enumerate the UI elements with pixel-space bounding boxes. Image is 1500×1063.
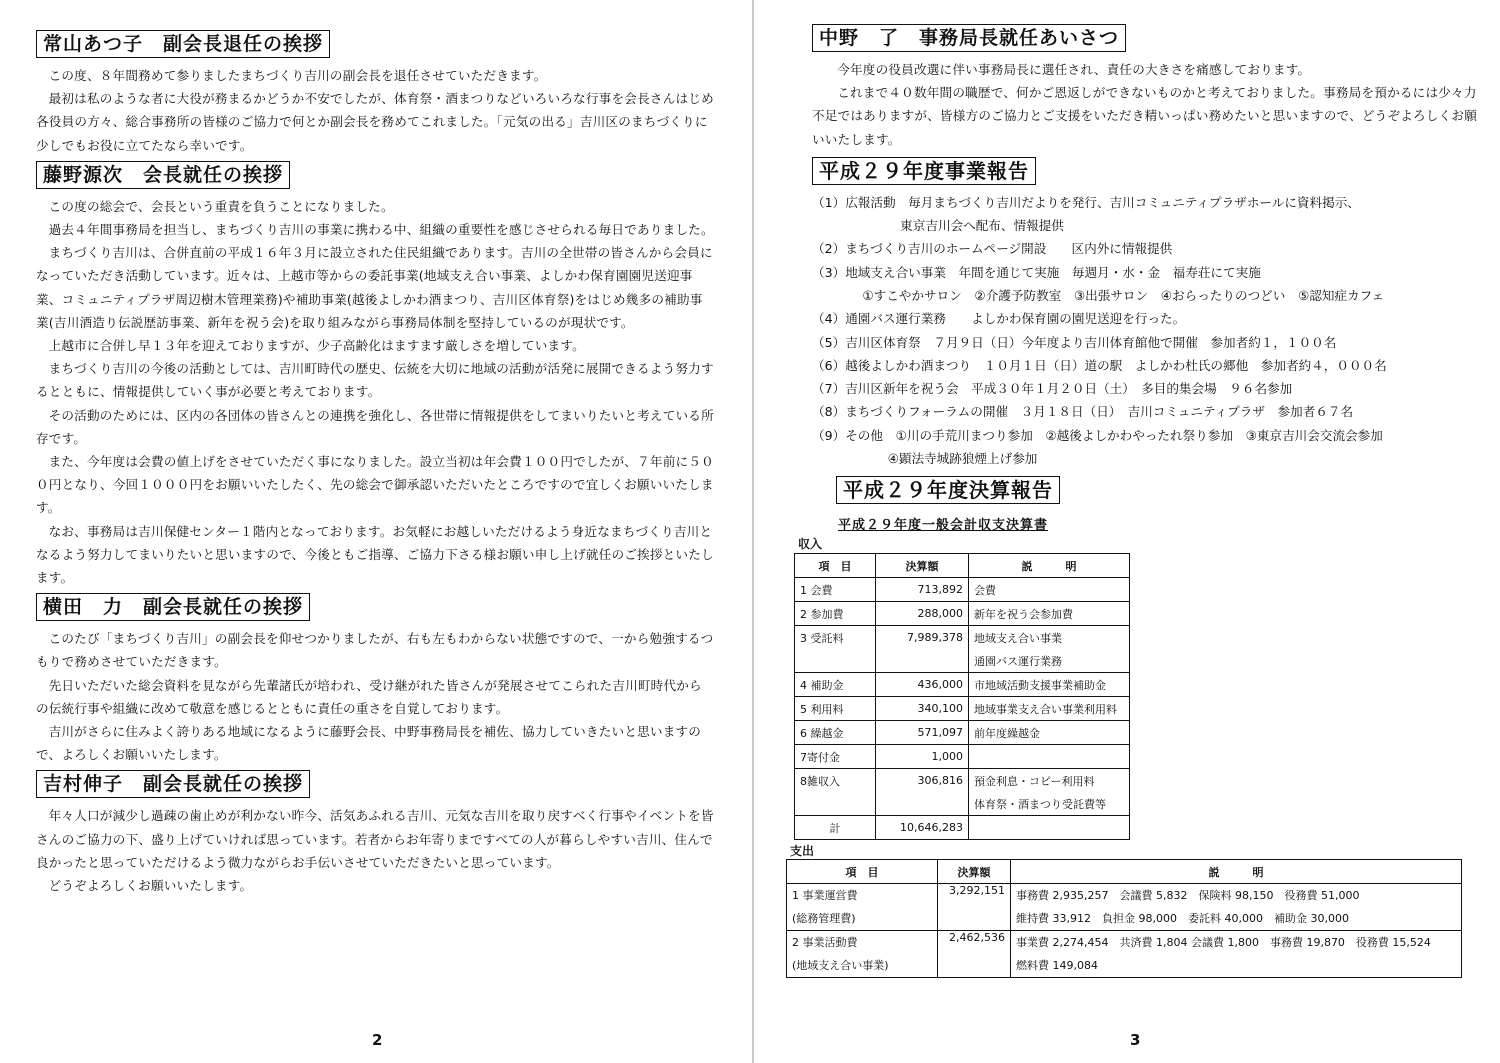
column-header: 項 目 (795, 554, 876, 578)
right-page (760, 0, 1500, 1063)
income-description (969, 745, 1130, 769)
expense-item-line: 2 事業活動費 (792, 936, 858, 950)
income-amount: 306,816 (876, 769, 969, 793)
table-row (795, 745, 1130, 769)
column-header: 説 明 (1011, 860, 1462, 884)
table-row (795, 602, 1130, 626)
paragraph: まちづくり吉川は、合併直前の平成１６年３月に設立された住民組織であります。吉川の全世帯の皆さんから会員になっていただき活動しています。近々は、上越市等からの委託事業(地域支え合い事業、よしかわ保育園園児送迎事業、コミュニティプラザ周辺樹木管理業務)や補助事業(越後よしかわ酒まつり、吉川区体育祭)をはじめ幾多の補助事業(吉川酒造り伝説歴訪事業、新年を祝う会)を取り組みながら事務局体制を堅持しているのが現状です。 (36, 245, 713, 330)
report-item: 東京吉川会へ配布、情報提供 (812, 218, 1064, 234)
income-description: 市地域活動支援事業補助金 (969, 673, 1130, 697)
table-row (795, 816, 1130, 840)
settlement-subtitle: 平成２９年度一般会計収支決算書 (838, 518, 1049, 534)
paragraph: このたび「まちづくり吉川」の副会長を仰せつかりましたが、右も左もわからない状態ですので、一から勉強するつもりで務めさせていただきます。 (36, 631, 714, 670)
report-item: （6）越後よしかわ酒まつり １０月１日（日）道の駅 よしかわ杜氏の郷他 参加者約４，０００名 (812, 357, 1387, 373)
greeting-section (36, 30, 714, 157)
income-table (794, 553, 1130, 840)
left-sections (36, 30, 714, 897)
paragraph: その活動のためには、区内の各団体の皆さんとの連携を強化し、各世帯に情報提供をしてまいりたいと考えている所存です。 (36, 407, 714, 446)
paragraph: 吉川がさらに住みよく誇りある地域になるように藤野会長、中野事務局長を補佐、協力していきたいと思いますので、よろしくお願いいたします。 (36, 724, 702, 763)
income-item: 8雑収入 (795, 769, 876, 793)
paragraph: 年々人口が減少し過疎の歯止めが利かない昨今、活気あふれる吉川、元気な吉川を取り戻すべく行事やイベントを皆さんのご協力の下、盛り上げていければ思っています。若者からお年寄りまですべての人が暮らしやすい吉川、住んで良かったと思っていただけるよう微力ながらお手伝いさせていただきたいと思っています。 (36, 808, 714, 870)
table-row (795, 578, 1130, 602)
table-row (795, 721, 1130, 745)
section-heading: 横田 力 副会長就任の挨拶 (36, 593, 310, 621)
table-row (795, 792, 1130, 816)
expense-table (786, 859, 1462, 978)
table-header-row (787, 860, 1462, 884)
report-item: ④顕法寺城跡狼煙上げ参加 (812, 451, 1038, 467)
report-heading: 平成２９年度事業報告 (812, 157, 1036, 185)
income-amount (876, 649, 969, 673)
section-heading: 常山あつ子 副会長退任の挨拶 (36, 30, 330, 58)
greeting-heading: 中野 了 事務局長就任あいさつ (812, 24, 1126, 52)
paragraph: 上越市に合併し早１３年を迎えておりますが、少子高齢化はますます厳しさを増しています。 (48, 338, 585, 354)
income-item: 6 繰越金 (795, 721, 876, 745)
table-row (795, 769, 1130, 793)
income-item: 5 利用料 (795, 697, 876, 721)
expense-description-line: 事務費 2,935,257 会議費 5,832 保険料 98,150 役務費 51,000 (1016, 889, 1360, 903)
paragraph: なお、事務局は吉川保健センター１階内となっております。お気軽にお越しいただけるよう身近なまちづくり吉川となるよう努力してまいりたいと思いますので、今後ともご指導、ご協力下さる様お願い申し上げ就任のご挨拶といたします。 (36, 523, 714, 586)
table-row (787, 884, 1462, 931)
report-item: （1）広報活動 毎月まちづくり吉川だよりを発行、吉川コミュニティプラザホールに資料掲示、 (812, 194, 1360, 210)
report-item: ①すこやかサロン ②介護予防教室 ③出張サロン ④おらったりのつどい ⑤認知症カフェ (812, 288, 1385, 303)
income-description: 新年を祝う会参加費 (969, 602, 1130, 626)
page-number-left: 2 (372, 1031, 383, 1049)
income-amount: 571,097 (876, 721, 969, 745)
paragraph: この度、８年間務めて参りましたまちづくり吉川の副会長を退任させていただきます。 (48, 68, 547, 83)
column-header: 決算額 (938, 860, 1011, 884)
paragraph: 今年度の役員改選に伴い事務局長に選任され、責任の大きさを痛感しております。 (837, 62, 1311, 77)
income-description: 地域事業支え合い事業利用料 (969, 697, 1130, 721)
settlement-heading: 平成２９年度決算報告 (836, 476, 1060, 504)
income-amount: 288,000 (876, 602, 969, 626)
income-description: 会費 (969, 578, 1130, 602)
expense-amount: 2,462,536 (938, 931, 1011, 978)
income-amount (876, 792, 969, 816)
expense-description-line: 燃料費 149,084 (1016, 959, 1098, 973)
report-list (812, 191, 1478, 471)
report-item: （2）まちづくり吉川のホームページ開設 区内外に情報提供 (812, 241, 1173, 257)
greeting-section (36, 161, 714, 589)
report-item: （7）吉川区新年を祝う会 平成３０年１月２０日（土） 多目的集会場 ９６名参加 (812, 381, 1293, 397)
income-description: 通園バス運行業務 (969, 649, 1130, 673)
expense-label: 支出 (790, 844, 815, 859)
table-header-row (795, 554, 1130, 578)
income-item: 2 参加費 (795, 602, 876, 626)
income-description: 前年度繰越金 (969, 721, 1130, 745)
expense-item-line: 1 事業運営費 (792, 889, 858, 903)
expense-item-line: (地域支え合い事業) (792, 959, 889, 973)
paragraph: この度の総会で、会長という重責を負うことになりました。 (48, 198, 394, 214)
table-row (795, 626, 1130, 650)
income-amount: 436,000 (876, 673, 969, 697)
greeting-section (36, 770, 714, 897)
income-description: 地域支え合い事業 (969, 626, 1130, 650)
report-item: （5）吉川区体育祭 ７月９日（日）今年度より吉川体育館他で開催 参加者約１，１００名 (812, 334, 1337, 350)
income-item (795, 649, 876, 673)
expense-item (787, 931, 938, 978)
income-item: 3 受託料 (795, 626, 876, 650)
table-row (795, 697, 1130, 721)
income-description: 体育祭・酒まつり受託費等 (969, 792, 1130, 816)
income-amount: 713,892 (876, 578, 969, 602)
income-item: 計 (795, 816, 876, 840)
report-item: （8）まちづくりフォーラムの開催 ３月１８日（日） 吉川コミュニティプラザ 参加者６７名 (812, 404, 1354, 420)
income-label: 収入 (798, 537, 823, 552)
income-item (795, 792, 876, 816)
expense-description-line: 維持費 33,912 負担金 98,000 委託料 40,000 補助金 30,000 (1016, 912, 1349, 926)
income-table-wrap (794, 553, 1478, 840)
paragraph: 過去４年間事務局を担当し、まちづくり吉川の事業に携わる中、組織の重要性を感じさせられる毎日でありました。 (48, 222, 714, 238)
greeting-section (36, 593, 714, 766)
paragraph: 先日いただいた総会資料を見ながら先輩諸氏が培われ、受け継がれた皆さんが発展させてこられた吉川町時代からの伝統行事や組織に改めて敬意を感じるとともに責任の重さを自覚しております。 (36, 677, 702, 716)
income-description: 預金利息・コピー利用料 (969, 769, 1130, 793)
income-description (969, 816, 1130, 840)
income-amount: 7,989,378 (876, 626, 969, 650)
column-header: 項 目 (787, 860, 938, 884)
expense-amount: 3,292,151 (938, 884, 1011, 931)
paragraph: まちづくり吉川の今後の活動としては、吉川町時代の歴史、伝統を大切に地域の活動が活発に展開できるよう努力するとともに、情報提供していく事が必要と考えております。 (36, 361, 714, 400)
expense-description (1011, 931, 1462, 978)
expense-description (1011, 884, 1462, 931)
report-item: （3）地域支え合い事業 年間を通じて実施 毎週月・水・金 福寿荘にて実施 (812, 264, 1261, 280)
income-amount: 340,100 (876, 697, 969, 721)
table-row (787, 931, 1462, 978)
paragraph: これまで４０数年間の職歴で、何かご恩返しができないものかと考えておりました。事務局を預かるには少々力不足ではありますが、皆様方のご協力とご支援をいただき精いっぱい務めたいと思いますので、どうぞよろしくお願いいたします。 (812, 85, 1478, 147)
page-number-right: 3 (1130, 1031, 1141, 1049)
section-heading: 吉村伸子 副会長就任の挨拶 (36, 770, 310, 798)
section-heading: 藤野源次 会長就任の挨拶 (36, 161, 290, 189)
column-header: 説 明 (969, 554, 1130, 578)
expense-item (787, 884, 938, 931)
report-item: （4）通園バス運行業務 よしかわ保育園の園児送迎を行った。 (812, 311, 1186, 327)
settlement-section (790, 476, 1478, 978)
expense-item-line: (総務管理費) (792, 912, 856, 926)
column-header: 決算額 (876, 554, 969, 578)
income-item: 7寄付金 (795, 745, 876, 769)
table-row (795, 649, 1130, 673)
income-amount: 10,646,283 (876, 816, 969, 840)
page-divider (752, 0, 754, 1063)
expense-description-line: 事業費 2,274,454 共済費 1,804 会議費 1,800 事務費 19,870 役務費 15,524 (1016, 936, 1431, 950)
income-item: 1 会費 (795, 578, 876, 602)
greeting-body (812, 58, 1478, 151)
greeting-section (812, 24, 1478, 151)
report-item: （9）その他 ①川の手荒川まつり参加 ②越後よしかわやったれ祭り参加 ③東京吉川会交流会参加 (812, 427, 1383, 443)
paragraph: また、今年度は会費の値上げをさせていただく事になりました。設立当初は年会費１００円でしたが、７年前に５００円となり、今回１０００円をお願いいたしたく、先の総会で御承認いただいたところですので宜しくお願いいたします。 (36, 454, 714, 516)
income-amount: 1,000 (876, 745, 969, 769)
table-row (795, 673, 1130, 697)
paragraph: 最初は私のような者に大役が務まるかどうか不安でしたが、体育祭・酒まつりなどいろいろな行事を会長さんはじめ各役員の方々、総合事務所の皆様のご協力で何とか副会長を務めてこれました。「元気の出る」吉川区のまちづくりに少しでもお役に立てたなら幸いです。 (36, 91, 714, 153)
paragraph: どうぞよろしくお願いいたします。 (48, 878, 253, 894)
report-section (812, 157, 1478, 471)
income-item: 4 補助金 (795, 673, 876, 697)
